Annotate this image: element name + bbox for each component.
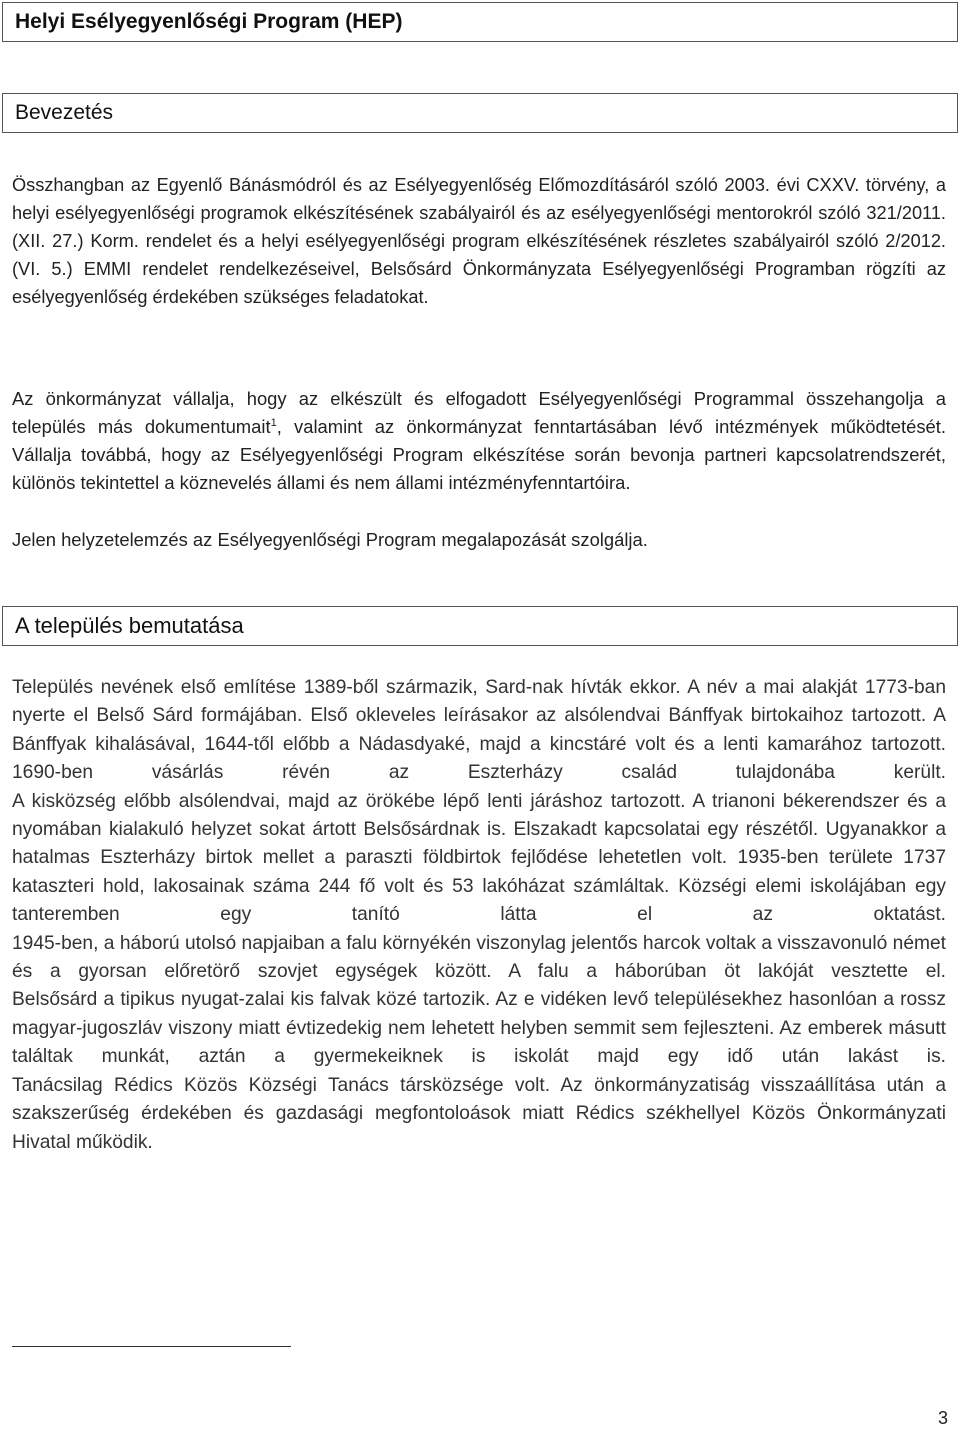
section-heading-intro-text: Bevezetés	[15, 101, 114, 124]
section-heading-town-text: A település bemutatása	[15, 613, 244, 638]
section-heading-intro	[2, 93, 958, 133]
town-history-paragraph: Település nevének első említése 1389-ből származik, Sard-nak hívták ekkor. A név a mai alakját 1773-ban nyerte el Belső Sárd formájában. Első okleveles leírásakor az alsólendvai Bánffyak birtokaihoz tartozott. A Bánffyak kihalásával, 1644-től előbb a Nádasdyaké, majd a kincstáré volt és a lenti kamarához tartozott. 1690-ben vásárlás révén az Eszterházy család tulajdonába került.	[12, 677, 946, 784]
footnote-reference[interactable]: 1	[270, 416, 277, 429]
page-number: 3	[937, 1408, 948, 1428]
town-history-paragraph: Belsősárd a tipikus nyugat-zalai kis falvak közé tartozik. Az e vidéken levő településekhez hasonlóan a rossz magyar-jugoszláv viszony miatt évtizedekig nem lehetett helyben semmit sem fejleszteni. Az emberek másutt találtak munkát, aztán a gyermekeiknek is iskolát majd egy idő után lakást is.	[12, 989, 946, 1068]
footnote-separator	[12, 1346, 291, 1347]
document-title-text: Helyi Esélyegyenlőségi Program (HEP)	[15, 10, 403, 33]
section-heading-town	[2, 606, 958, 646]
town-history-paragraph: A kisközség előbb alsólendvai, majd az örökébe lépő lenti járáshoz tartozott. A trianoni békerendszer és a nyomában kialakuló helyzet sokat ártott Belsősárdnak is. Elszakadt kapcsolatai egy részétől. Ugyanakkor a hatalmas Eszterházy birtok mellet a paraszti földbirtok fejlődése lehetetlen volt. 1935-ben területe 1737 kataszteri hold, lakosainak száma 244 fő volt és 53 lakóházat számláltak. Községi elemi iskolájában egy tanteremben egy tanító látta el az oktatást.	[12, 790, 946, 926]
intro-paragraph-2-end: , valamint az önkormányzat fenntartásában lévő intézmények működtetését. Vállalja továbbá, hogy az Esélyegyenlőségi Program elkészítése során bevonja partneri kapcsolatrendszerét, különös tekintettel a köznevelés állami és nem állami intézményfenntartóira.	[12, 416, 946, 493]
town-history-paragraph: 1945-ben, a háború utolsó napjaiban a falu környékén viszonylag jelentős harcok voltak a visszavonuló német és a gyorsan előretörő szovjet egységek között. A falu a háborúban öt lakóját vesztette el.	[12, 932, 946, 983]
town-history-paragraph: Tanácsilag Rédics Közös Községi Tanács társközsége volt. Az önkormányzatiság visszaállítása után a szakszerűség érdekében és gazdasági megfontoloások miatt Rédics székhellyel Közös Önkormányzati Hivatal működik.	[12, 1074, 946, 1153]
town-history-text	[12, 674, 946, 1157]
intro-paragraph-2-start: Az önkormányzat vállalja, hogy az elkészült és elfogadott Esélyegyenlőségi Programmal összehangolja a település más dokumentumait	[12, 388, 946, 437]
intro-paragraph-1: Összhangban az Egyenlő Bánásmódról és az Esélyegyenlőség Előmozdításáról szóló 2003. évi CXXV. törvény, a helyi esélyegyenlőségi programok elkészítésének szabályairól és az esélyegyenlőségi mentorokról szóló 321/2011. (XII. 27.) Korm. rendelet és a helyi esélyegyenlőségi program elkészítésének részletes szabályairól szóló 2/2012. (VI. 5.) EMMI rendelet rendelkezéseivel, Belsősárd Önkormányzata Esélyegyenlőségi Programban rögzíti az esélyegyenlőség érdekében szükséges feladatokat.	[12, 175, 946, 307]
intro-paragraph-3: Jelen helyzetelemzés az Esélyegyenlőségi Program megalapozását szolgálja.	[12, 529, 648, 550]
document-title	[2, 2, 958, 42]
intro-paragraph-2	[12, 385, 946, 497]
